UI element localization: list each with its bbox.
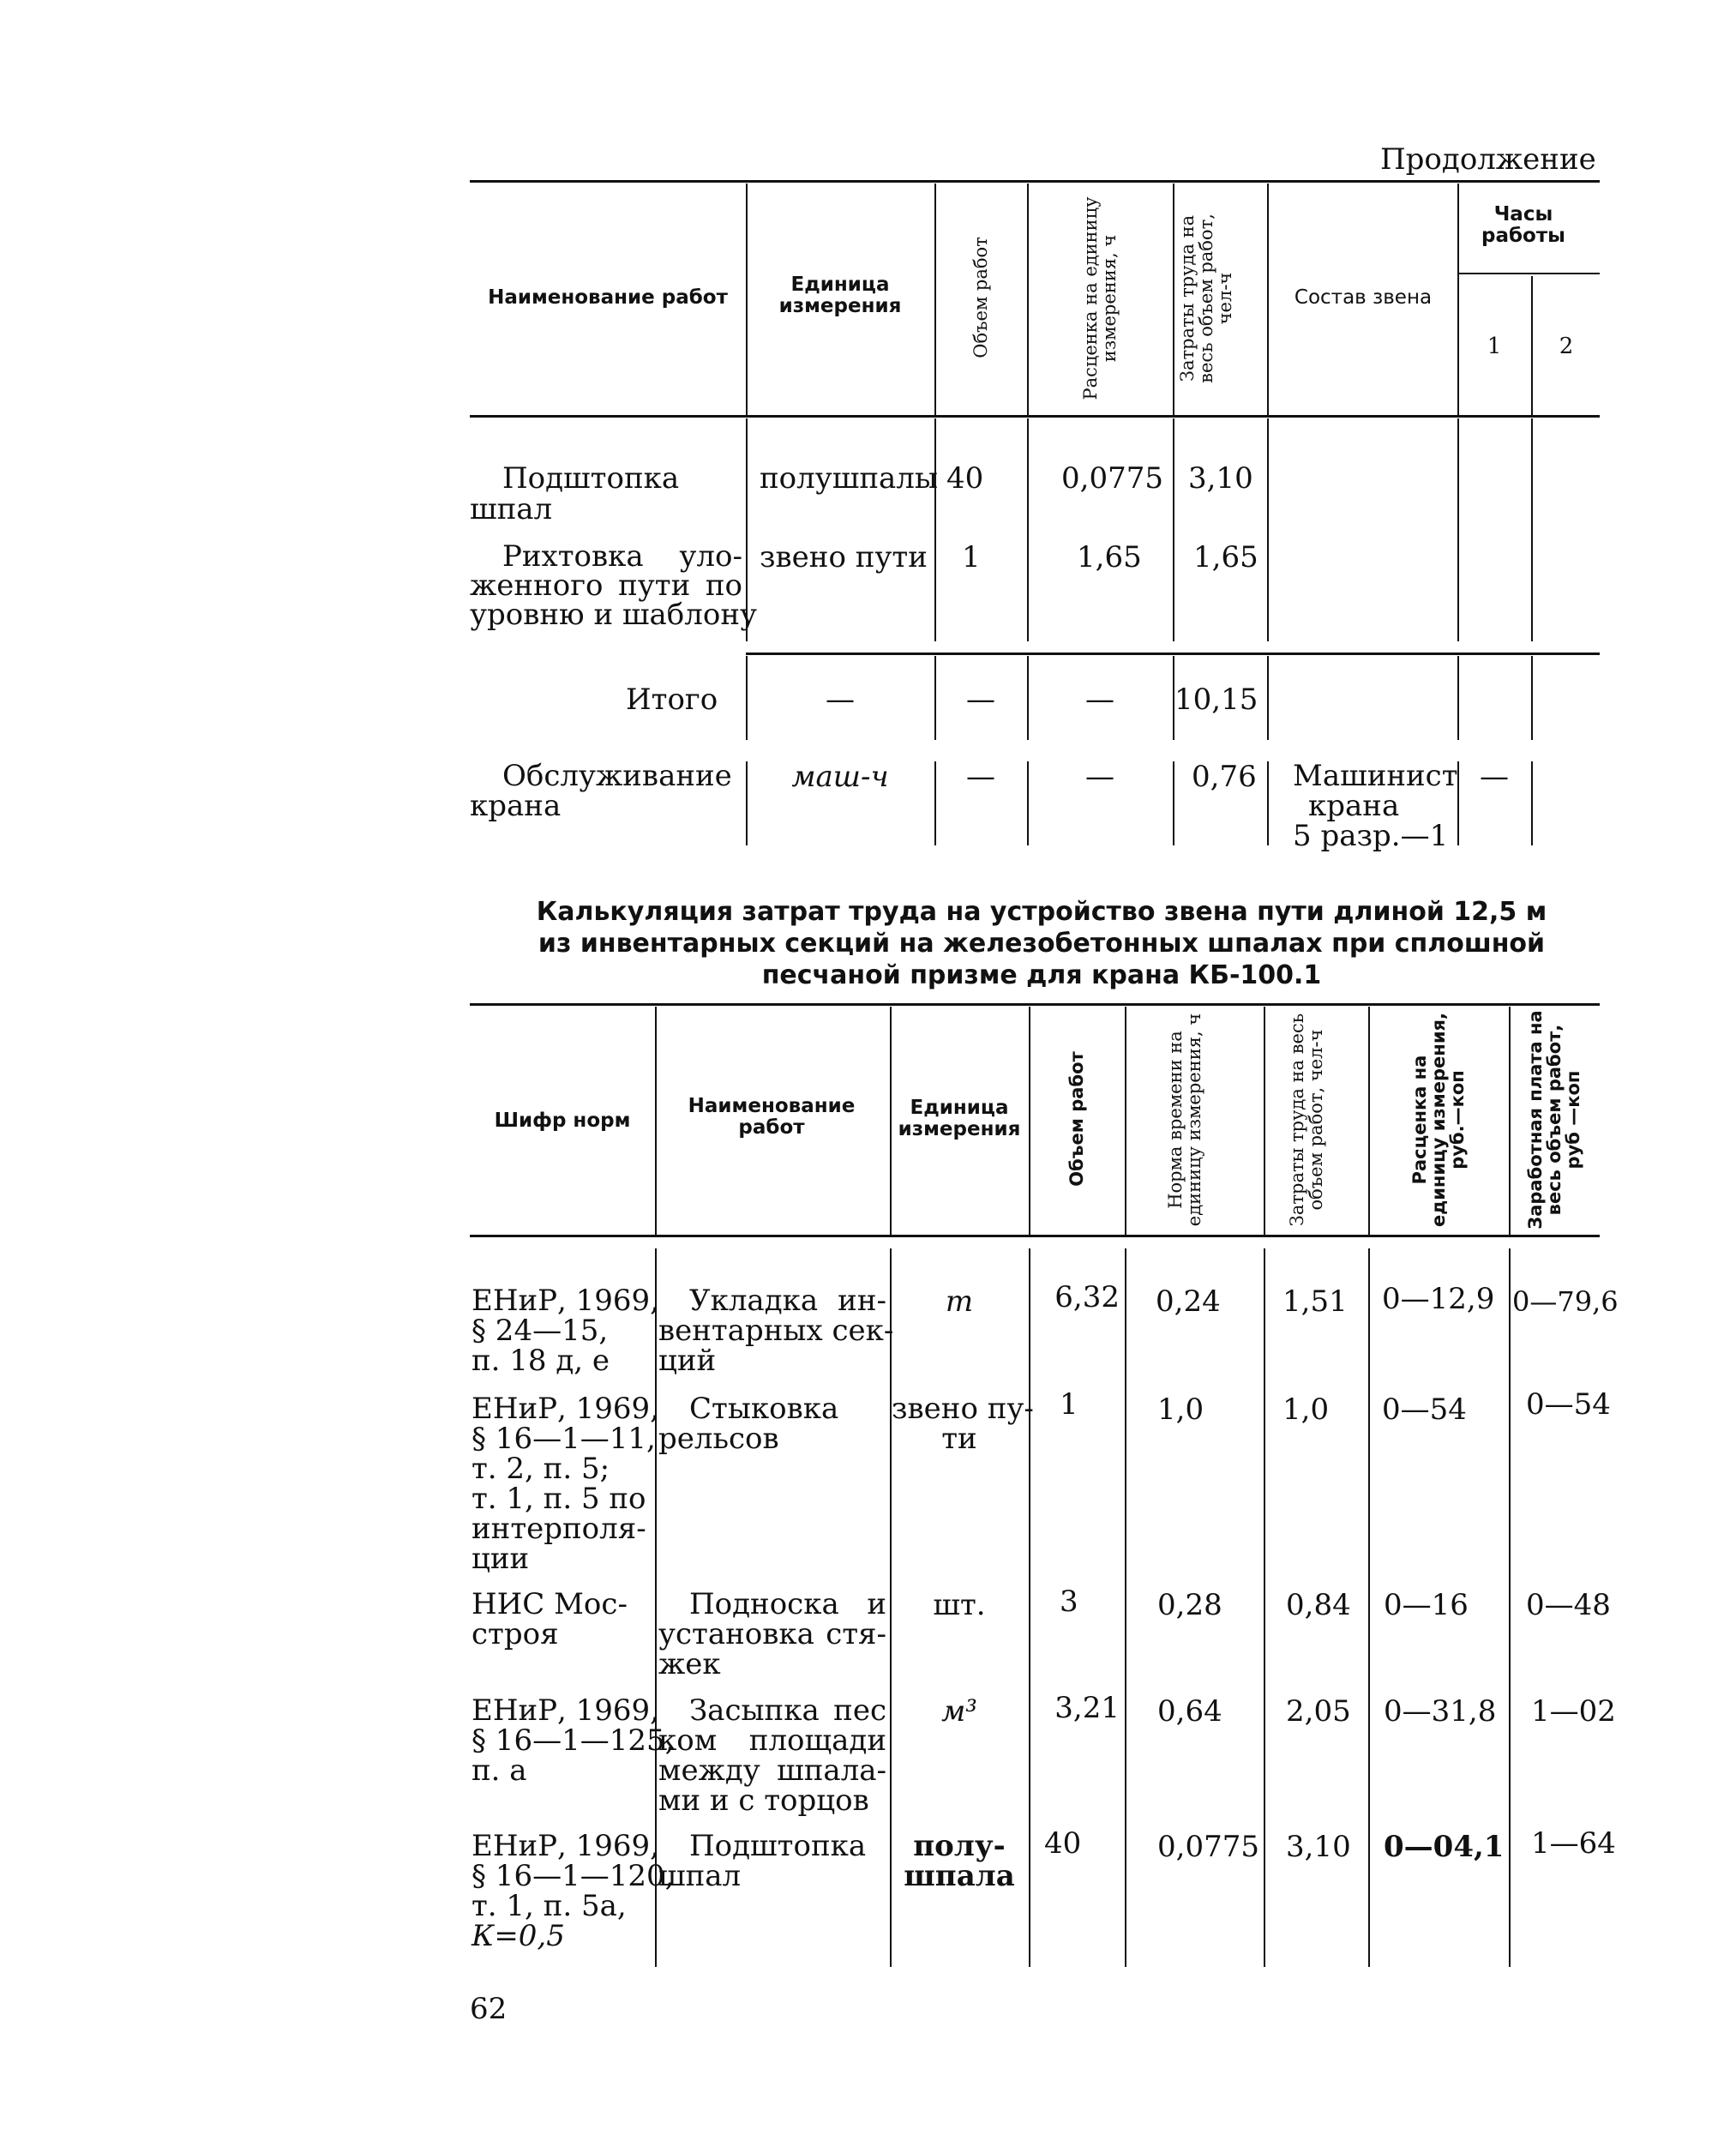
t2-row4-labor: 2,05 (1286, 1694, 1351, 1729)
t1-row1-rate: 0,0775 (1061, 461, 1163, 496)
t1-row1-volume: 40 (946, 461, 984, 496)
t2-row5-name-line: шпал (658, 1859, 742, 1893)
t2-header-unit: Единица измерения (898, 1097, 1021, 1140)
t1-service-name-line: Обслуживание (502, 759, 732, 793)
t2-row5-wage: 1—64 (1531, 1826, 1616, 1861)
t1-row2-name (470, 539, 758, 632)
table2-top-rule (470, 1003, 1600, 1006)
t2-row3-name (658, 1587, 886, 1681)
t1-header-hours: Часы работы (1481, 203, 1565, 247)
table2-body-divider (1509, 1248, 1511, 1967)
t2-row3-name-line: Подноска и (689, 1587, 886, 1621)
table1-body-divider (1531, 761, 1533, 845)
section-title-line: песчаной призме для крана КБ-100.1 (761, 960, 1322, 990)
table2-header-rule (470, 1235, 1600, 1237)
t2-row3-name-line: установка стя- (658, 1617, 886, 1651)
t2-row4-name-line: ми и с торцов (658, 1783, 869, 1818)
t2-row5-code-line: К=0,5 (472, 1919, 565, 1953)
t1-total-volume: — (966, 683, 995, 717)
t2-row5-labor: 3,10 (1286, 1830, 1351, 1864)
t1-row2-unit: звено пути (760, 540, 928, 574)
t2-row5-volume: 40 (1044, 1826, 1082, 1861)
t1-service-volume: — (966, 760, 995, 794)
t2-row2-name (658, 1394, 838, 1454)
t1-header-volume: Объем работ (970, 237, 991, 358)
t1-row1-unit: полушпалы (760, 461, 938, 496)
t2-header-wage: Заработная плата на весь объем работ, руб —коп (1525, 1010, 1583, 1230)
table1-body-divider (1173, 418, 1174, 641)
t2-row2-wage: 0—54 (1526, 1387, 1611, 1422)
t2-row4-code-line: п. а (472, 1753, 527, 1788)
t2-row5-unit (892, 1831, 1027, 1891)
t2-row1-rate: 0—12,9 (1382, 1282, 1495, 1316)
table1-col-divider (1027, 183, 1029, 415)
t2-row2-code-line: ции (472, 1542, 530, 1576)
table2-col-divider (1125, 1007, 1126, 1235)
t2-row5-code (472, 1831, 674, 1952)
t2-row3-code-line: строя (472, 1617, 559, 1651)
t2-row2-name-line: рельсов (658, 1422, 779, 1456)
t1-row2-volume: 1 (962, 540, 981, 574)
t2-row1-name-line: ций (658, 1344, 717, 1378)
table2-body-divider (1029, 1248, 1030, 1967)
t2-header-code: Шифр норм (494, 1110, 631, 1132)
t2-row4-code (472, 1693, 675, 1788)
t1-header-hours-1: 1 (1487, 334, 1502, 359)
t1-service-name (470, 761, 732, 821)
t2-row5-rate: 0—04,1 (1384, 1830, 1505, 1864)
t2-row4-code-line: § 16—1—125, (472, 1723, 675, 1758)
t2-row2-unit-line: ти (941, 1422, 977, 1456)
table1-col-divider (746, 183, 748, 415)
table2-body-divider (1125, 1248, 1126, 1967)
t2-row2-norm: 1,0 (1157, 1392, 1204, 1427)
table1-col-divider (1267, 183, 1269, 415)
t1-row2-name-line: уровню и шаблону (470, 598, 758, 632)
table2-col-divider (1029, 1007, 1030, 1235)
table1-hours-rule (1457, 273, 1600, 274)
t2-header-labor: Затраты труда на весь объем работ, чел-ч (1287, 1013, 1326, 1227)
t2-row4-rate: 0—31,8 (1384, 1694, 1497, 1729)
t1-header-hours-2: 2 (1559, 334, 1574, 359)
t2-row3-norm: 0,28 (1157, 1588, 1222, 1622)
page-number: 62 (470, 1992, 508, 2026)
t1-header-crew: Состав звена (1294, 286, 1433, 309)
t2-row4-norm: 0,64 (1157, 1694, 1222, 1729)
t1-total-rate: — (1085, 683, 1114, 717)
t2-row2-code-line: т. 1, п. 5 по (472, 1482, 646, 1516)
t1-header-unit: Единица измерения (778, 274, 902, 317)
table1-col-divider (1173, 183, 1174, 415)
t2-row4-name-line: между шпала- (658, 1753, 886, 1788)
table1-body-divider (1457, 418, 1459, 641)
t2-header-rate: Расценка на единицу измерения, руб.—коп (1409, 1013, 1468, 1227)
t2-header-name: Наименование работ (688, 1095, 856, 1139)
t1-service-unit: маш-ч (791, 760, 889, 794)
t2-row1-name (658, 1284, 894, 1378)
t1-service-rate: — (1085, 760, 1114, 794)
t1-header-rate: Расценка на единицу измерения, ч (1080, 196, 1120, 400)
t2-row1-code (472, 1286, 659, 1376)
t1-header-labor: Затраты труда на весь объем работ, чел-ч (1177, 213, 1235, 383)
t2-row5-norm: 0,0775 (1157, 1830, 1259, 1864)
t2-row4-unit: м³ (941, 1694, 977, 1729)
t2-header-volume: Объем работ (1066, 1051, 1087, 1187)
t2-row3-rate: 0—16 (1384, 1588, 1469, 1622)
t2-row5-name-line: Подштопка (689, 1829, 867, 1863)
table1-col-divider (934, 183, 936, 415)
t2-row5-code-line: ЕНиР, 1969, (472, 1829, 659, 1863)
t2-row3-labor: 0,84 (1286, 1588, 1351, 1622)
t2-row1-code-line: § 24—15, (472, 1314, 609, 1348)
t2-row1-code-line: ЕНиР, 1969, (472, 1284, 659, 1318)
table1-col-divider (1457, 183, 1459, 415)
table2-col-divider (1368, 1007, 1370, 1235)
section-title-line: Калькуляция затрат труда на устройство звена пути длиной 12,5 м (536, 897, 1547, 927)
t2-row5-unit-line: полу- (913, 1829, 1006, 1863)
t2-row2-labor: 1,0 (1282, 1392, 1330, 1427)
section-title (480, 896, 1603, 991)
table2-col-divider (1264, 1007, 1265, 1235)
table1-body-divider (1457, 656, 1459, 740)
table1-body-divider (1267, 761, 1269, 845)
t2-row2-code-line: т. 2, п. 5; (472, 1452, 610, 1486)
t2-row3-unit: шт. (933, 1588, 986, 1622)
table1-top-rule (470, 180, 1600, 183)
table2-body-divider (1368, 1248, 1370, 1967)
t1-row2-name-line: Рихтовка уло- (502, 539, 742, 574)
section-title-line: из инвентарных секций на железобетонных шпалах при сплошной (538, 929, 1546, 959)
t1-row1-name-line: шпал (470, 492, 553, 526)
t1-row2-rate: 1,65 (1077, 540, 1142, 574)
t2-row2-volume: 1 (1060, 1387, 1078, 1422)
t1-total-labor: 10,15 (1174, 683, 1258, 717)
table1-header-rule (470, 415, 1600, 418)
t1-service-name-line: крана (470, 789, 562, 823)
t1-service-crew-line: Машинист (1293, 759, 1458, 793)
table1-body-divider (934, 418, 936, 641)
t2-row1-name-line: Укладка ин- (689, 1284, 886, 1318)
t1-total-name: Итого (626, 683, 718, 717)
t1-row1-labor: 3,10 (1188, 461, 1253, 496)
table2-body-divider (1264, 1248, 1265, 1967)
t2-row3-volume: 3 (1060, 1585, 1078, 1619)
table1-body-divider (1267, 656, 1269, 740)
t1-row1-name (470, 463, 679, 525)
t1-row1-name-line: Подштопка (502, 461, 680, 496)
t2-row4-name (658, 1693, 886, 1818)
table1-body-divider (1531, 656, 1533, 740)
table2-col-divider (655, 1007, 657, 1235)
t1-total-unit: — (826, 683, 855, 717)
t1-service-labor: 0,76 (1192, 760, 1257, 794)
t1-service-crew (1293, 761, 1458, 851)
t2-row3-code (472, 1587, 628, 1651)
t2-row2-unit-line: звено пу- (892, 1392, 1034, 1426)
t2-row1-wage: 0—79,6 (1512, 1285, 1619, 1318)
table2-col-divider (1509, 1007, 1511, 1235)
table1-body-divider (1027, 418, 1029, 641)
t2-row2-code-line: ЕНиР, 1969, (472, 1392, 659, 1426)
t2-row5-name (658, 1831, 866, 1891)
t2-row3-name-line: жек (658, 1647, 721, 1681)
t1-service-crew-line: 5 разр.—1 (1293, 819, 1449, 853)
table2-col-divider (890, 1007, 892, 1235)
t2-row5-unit-line: шпала (904, 1859, 1015, 1893)
table1-body-divider (1173, 761, 1174, 845)
t2-row1-labor: 1,51 (1282, 1284, 1348, 1319)
t2-row1-volume: 6,32 (1054, 1280, 1120, 1314)
t2-row3-code-line: НИС Мос- (472, 1587, 628, 1621)
table1-body-divider (1531, 418, 1533, 641)
t2-row2-unit (892, 1392, 1034, 1456)
continuation-label: Продолжение (1380, 142, 1596, 177)
t2-row1-name-line: вентарных сек- (658, 1314, 894, 1348)
t1-row2-labor: 1,65 (1193, 540, 1258, 574)
t2-row4-volume: 3,21 (1054, 1691, 1120, 1725)
t2-header-norm: Норма времени на единицу измерения, ч (1165, 1013, 1204, 1227)
t2-row2-code-line: § 16—1—11, (472, 1422, 656, 1456)
t2-row4-code-line: ЕНиР, 1969, (472, 1693, 659, 1728)
t2-row4-name-line: ком площади (658, 1723, 886, 1758)
table1-body-divider (1267, 418, 1269, 641)
t2-row2-code (472, 1394, 659, 1574)
t2-row2-name-line: Стыковка (689, 1392, 839, 1426)
t2-row1-norm: 0,24 (1156, 1284, 1221, 1319)
t2-row4-wage: 1—02 (1531, 1694, 1616, 1729)
t2-row5-code-line: § 16—1—120, (472, 1859, 675, 1893)
t2-row5-code-line: т. 1, п. 5а, (472, 1889, 627, 1923)
t1-service-crew-line: крана (1308, 789, 1400, 823)
t2-row1-code-line: п. 18 д, е (472, 1344, 610, 1378)
t2-row2-rate: 0—54 (1382, 1392, 1467, 1427)
t1-service-hours: — (1480, 760, 1509, 794)
t1-row2-name-line: женного пути по (470, 568, 742, 603)
t2-row3-wage: 0—48 (1526, 1588, 1611, 1622)
t2-row1-unit: т (945, 1284, 974, 1319)
t2-row2-code-line: интерполя- (472, 1512, 646, 1546)
t2-row4-name-line: Засыпка пес (689, 1693, 886, 1728)
table1-total-rule (746, 653, 1600, 655)
t1-header-name: Наименование работ (488, 286, 728, 309)
